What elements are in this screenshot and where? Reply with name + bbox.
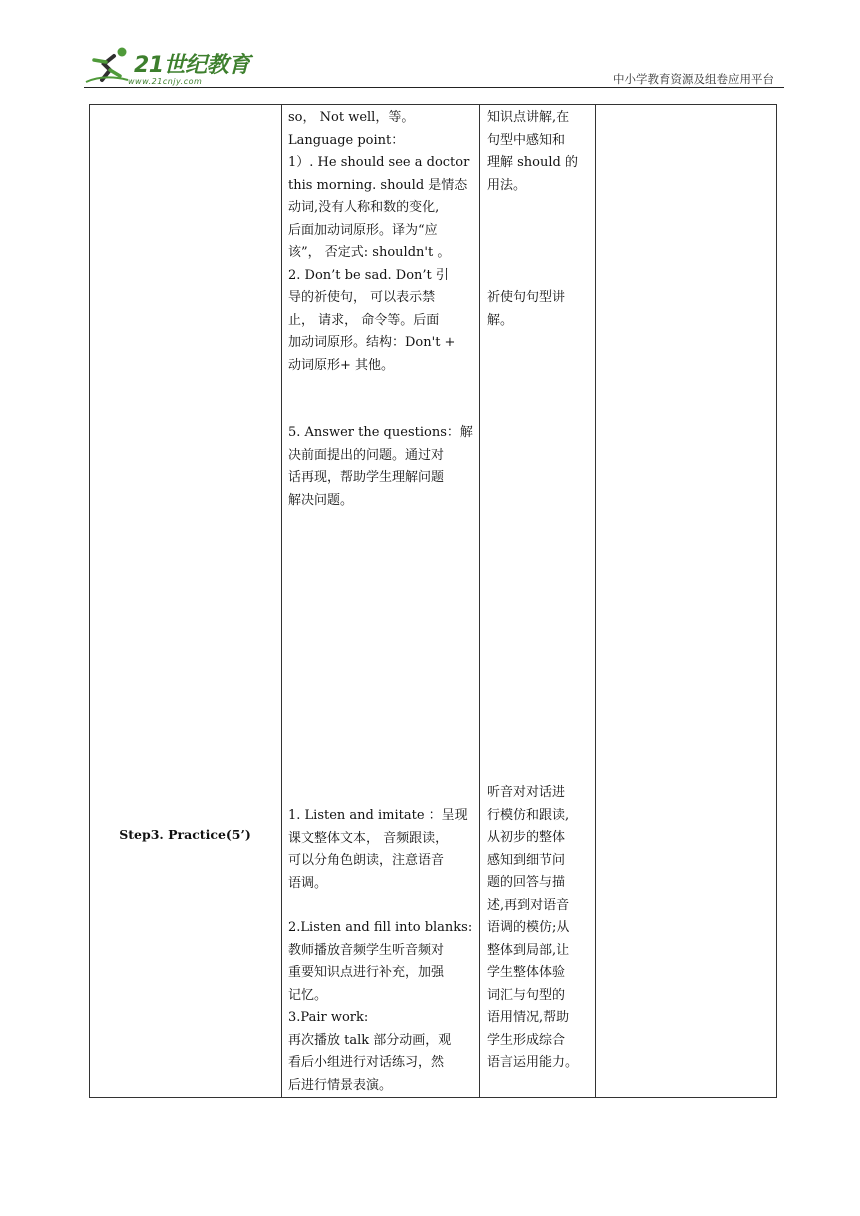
text-line: 行模仿和跟读, (487, 807, 570, 823)
text-line: 教师播放音频学生听音频对 (288, 942, 445, 958)
text-line: 后面加动词原形。译为“应 (288, 222, 438, 238)
step-label: Step3. Practice(5’) (119, 827, 251, 842)
text-line: so， Not well，等。 (288, 110, 415, 125)
text-line: 理解 should 的 (487, 155, 578, 170)
logo-url: www.21cnjy.com (128, 77, 203, 86)
brand-logo (84, 42, 254, 90)
text-line: 决前面提出的问题。通过对 (288, 447, 445, 463)
text-line: 祈使句句型讲 (487, 290, 566, 305)
text-line: 1）. He should see a doctor (288, 155, 470, 170)
text-line: 重要知识点进行补充，加强 (288, 965, 445, 980)
text-line: 加动词原形。结构：Don't + (288, 335, 456, 350)
text-line: 导的祈使句， 可以表示禁 (288, 290, 436, 305)
text-line: 解决问题。 (288, 492, 354, 508)
text-line: 止， 请求， 命令等。后面 (288, 312, 440, 328)
page-header (84, 40, 784, 90)
text-line: this morning. should 是情态 (288, 177, 468, 193)
column-divider (479, 105, 480, 1097)
purpose-practice (487, 782, 587, 1075)
text-line: 学生形成综合 (487, 1032, 566, 1048)
purpose-should-usage (487, 107, 587, 197)
activity-listen-imitate (288, 805, 473, 895)
logo-wordmark: 21世纪教育 (134, 53, 250, 78)
text-line: 用法。 (487, 177, 527, 193)
activity-answer-questions (288, 422, 473, 512)
column-divider (595, 105, 596, 1097)
text-line: 动词,没有人称和数的变化, (288, 200, 440, 215)
text-line: 整体到局部,让 (487, 942, 570, 958)
text-line: 后进行情景表演。 (288, 1077, 393, 1093)
text-line: 记忆。 (288, 987, 328, 1003)
lesson-table (89, 104, 777, 1098)
text-line: 语调的模仿;从 (487, 920, 570, 935)
text-line: Language point： (288, 132, 405, 148)
text-line: 5. Answer the questions：解 (288, 425, 473, 440)
text-line: 看后小组进行对话练习，然 (288, 1055, 445, 1070)
header-divider (84, 87, 784, 88)
text-line: 再次播放 talk 部分动画，观 (288, 1032, 452, 1048)
text-line: 听音对对话进 (487, 785, 566, 800)
text-line: 述,再到对语音 (487, 897, 570, 913)
text-line: 语用情况,帮助 (487, 1010, 570, 1025)
activity-language-points (288, 107, 473, 377)
column-divider (281, 105, 282, 1097)
text-line: 从初步的整体 (487, 830, 566, 845)
text-line: 3.Pair work: (288, 1010, 369, 1025)
text-line: 感知到细节问 (487, 852, 566, 868)
text-line: 该”， 否定式: shouldn't 。 (288, 245, 451, 260)
text-line: 动词原形+ 其他。 (288, 357, 395, 373)
text-line: 2.Listen and fill into blanks: (288, 920, 473, 935)
text-line: 知识点讲解,在 (487, 110, 570, 125)
text-line: 可以分角色朗读，注意语音 (288, 853, 445, 868)
text-line: 题的回答与描 (487, 875, 566, 890)
text-line: 2. Don’t be sad. Don’t 引 (288, 267, 449, 283)
text-line: 话再现，帮助学生理解问题 (288, 470, 445, 485)
activity-listen-fill-pair-work (288, 917, 473, 1097)
text-line: 课文整体文本， 音频跟读， (288, 830, 449, 846)
purpose-imperative (487, 287, 587, 332)
text-line: 解。 (487, 312, 514, 328)
text-line: 句型中感知和 (487, 132, 566, 148)
text-line: 学生整体体验 (487, 965, 566, 980)
text-line: 语调。 (288, 875, 328, 891)
text-line: 词汇与句型的 (487, 987, 566, 1003)
header-tagline: 中小学教育资源及组卷应用平台 (613, 72, 774, 86)
runner-logo-icon (84, 46, 130, 86)
text-line: 1. Listen and imitate ：呈现 (288, 808, 468, 823)
text-line: 语言运用能力。 (487, 1055, 579, 1070)
